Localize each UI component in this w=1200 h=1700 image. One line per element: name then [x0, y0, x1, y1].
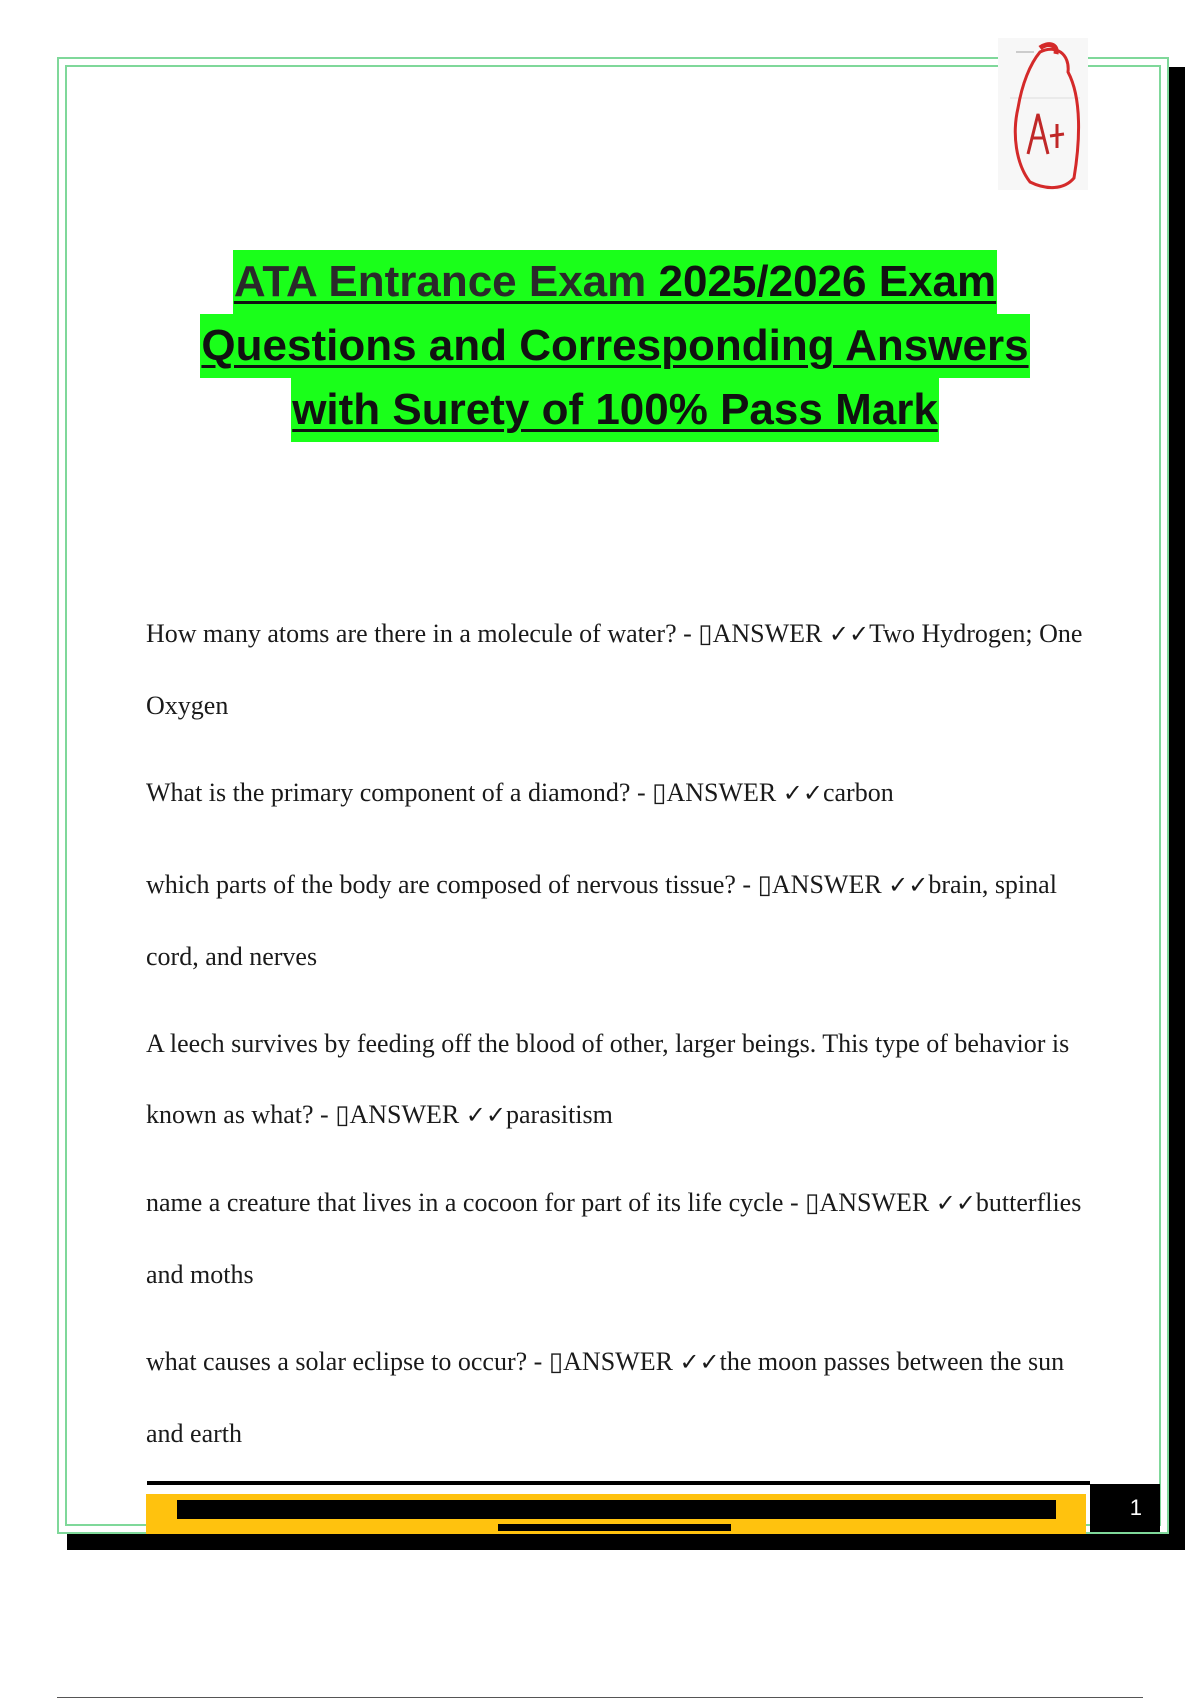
qa-list [146, 598, 1091, 1485]
qa-question: How many atoms are there in a molecule of water? [146, 619, 677, 648]
title-line-3: with Surety of 100% Pass Mark [291, 378, 939, 442]
double-check-icon: ✓✓ [465, 1101, 506, 1129]
qa-question: A leech survives by feeding off the blood of other, larger beings. This type of behavior is known as what? [146, 1029, 1070, 1129]
double-check-icon: ✓✓ [782, 779, 823, 807]
qa-question: name a creature that lives in a cocoon for part of its life cycle [146, 1188, 784, 1217]
double-check-icon: ✓✓ [935, 1189, 976, 1217]
footer-rule [147, 1481, 1090, 1485]
qa-separator: - [527, 1347, 549, 1376]
qa-separator: - [313, 1100, 336, 1129]
title-line-2: Questions and Corresponding Answers [200, 314, 1029, 378]
qa-item [146, 1167, 1091, 1310]
footer-bar [146, 1494, 1086, 1534]
answer-marker: ▯ANSWER [805, 1188, 930, 1217]
qa-item [146, 598, 1091, 741]
title-line-1-part-a: ATA Entrance Exam [233, 257, 659, 306]
answer-marker: ▯ANSWER [757, 870, 882, 899]
answer-marker: ▯ANSWER [652, 778, 777, 807]
qa-answer: carbon [822, 778, 894, 807]
title-line-1-part-b: 2025/2026 Exam [658, 257, 997, 306]
double-check-icon: ✓✓ [679, 1348, 720, 1376]
double-check-icon: ✓✓ [888, 871, 929, 899]
qa-answer: parasitism [506, 1100, 613, 1129]
answer-marker: ▯ANSWER [335, 1100, 460, 1129]
qa-item [146, 757, 1091, 829]
qa-separator: - [783, 1188, 806, 1217]
footer-bar-inner [177, 1500, 1056, 1519]
qa-answer: the moon passes between the sun and earth [146, 1347, 1065, 1448]
qa-question: What is the primary component of a diamond? [146, 778, 631, 807]
qa-separator: - [735, 870, 758, 899]
document-title [100, 250, 1130, 442]
double-check-icon: ✓✓ [828, 620, 870, 648]
qa-answer: brain, spinal cord, and nerves [146, 870, 1057, 971]
answer-marker: ▯ANSWER [548, 1347, 673, 1376]
qa-separator: - [676, 619, 699, 648]
grade-stamp-image [998, 38, 1088, 190]
qa-item [146, 849, 1091, 992]
answer-marker: ▯ANSWER [698, 619, 823, 648]
bottom-divider [57, 1697, 1143, 1698]
qa-question: which parts of the body are composed of nervous tissue? [146, 870, 736, 899]
qa-question: what causes a solar eclipse to occur? [146, 1347, 528, 1376]
title-line-1 [233, 250, 997, 314]
qa-item [146, 1008, 1091, 1151]
footer-bar-sub [498, 1524, 731, 1531]
qa-separator: - [630, 778, 653, 807]
qa-answer: Two Hydrogen; One Oxygen [146, 619, 1083, 720]
page-number: 1 [1090, 1484, 1160, 1532]
grade-stamp-icon [998, 38, 1088, 190]
qa-item [146, 1326, 1091, 1469]
qa-answer: butterflies and moths [146, 1188, 1082, 1289]
